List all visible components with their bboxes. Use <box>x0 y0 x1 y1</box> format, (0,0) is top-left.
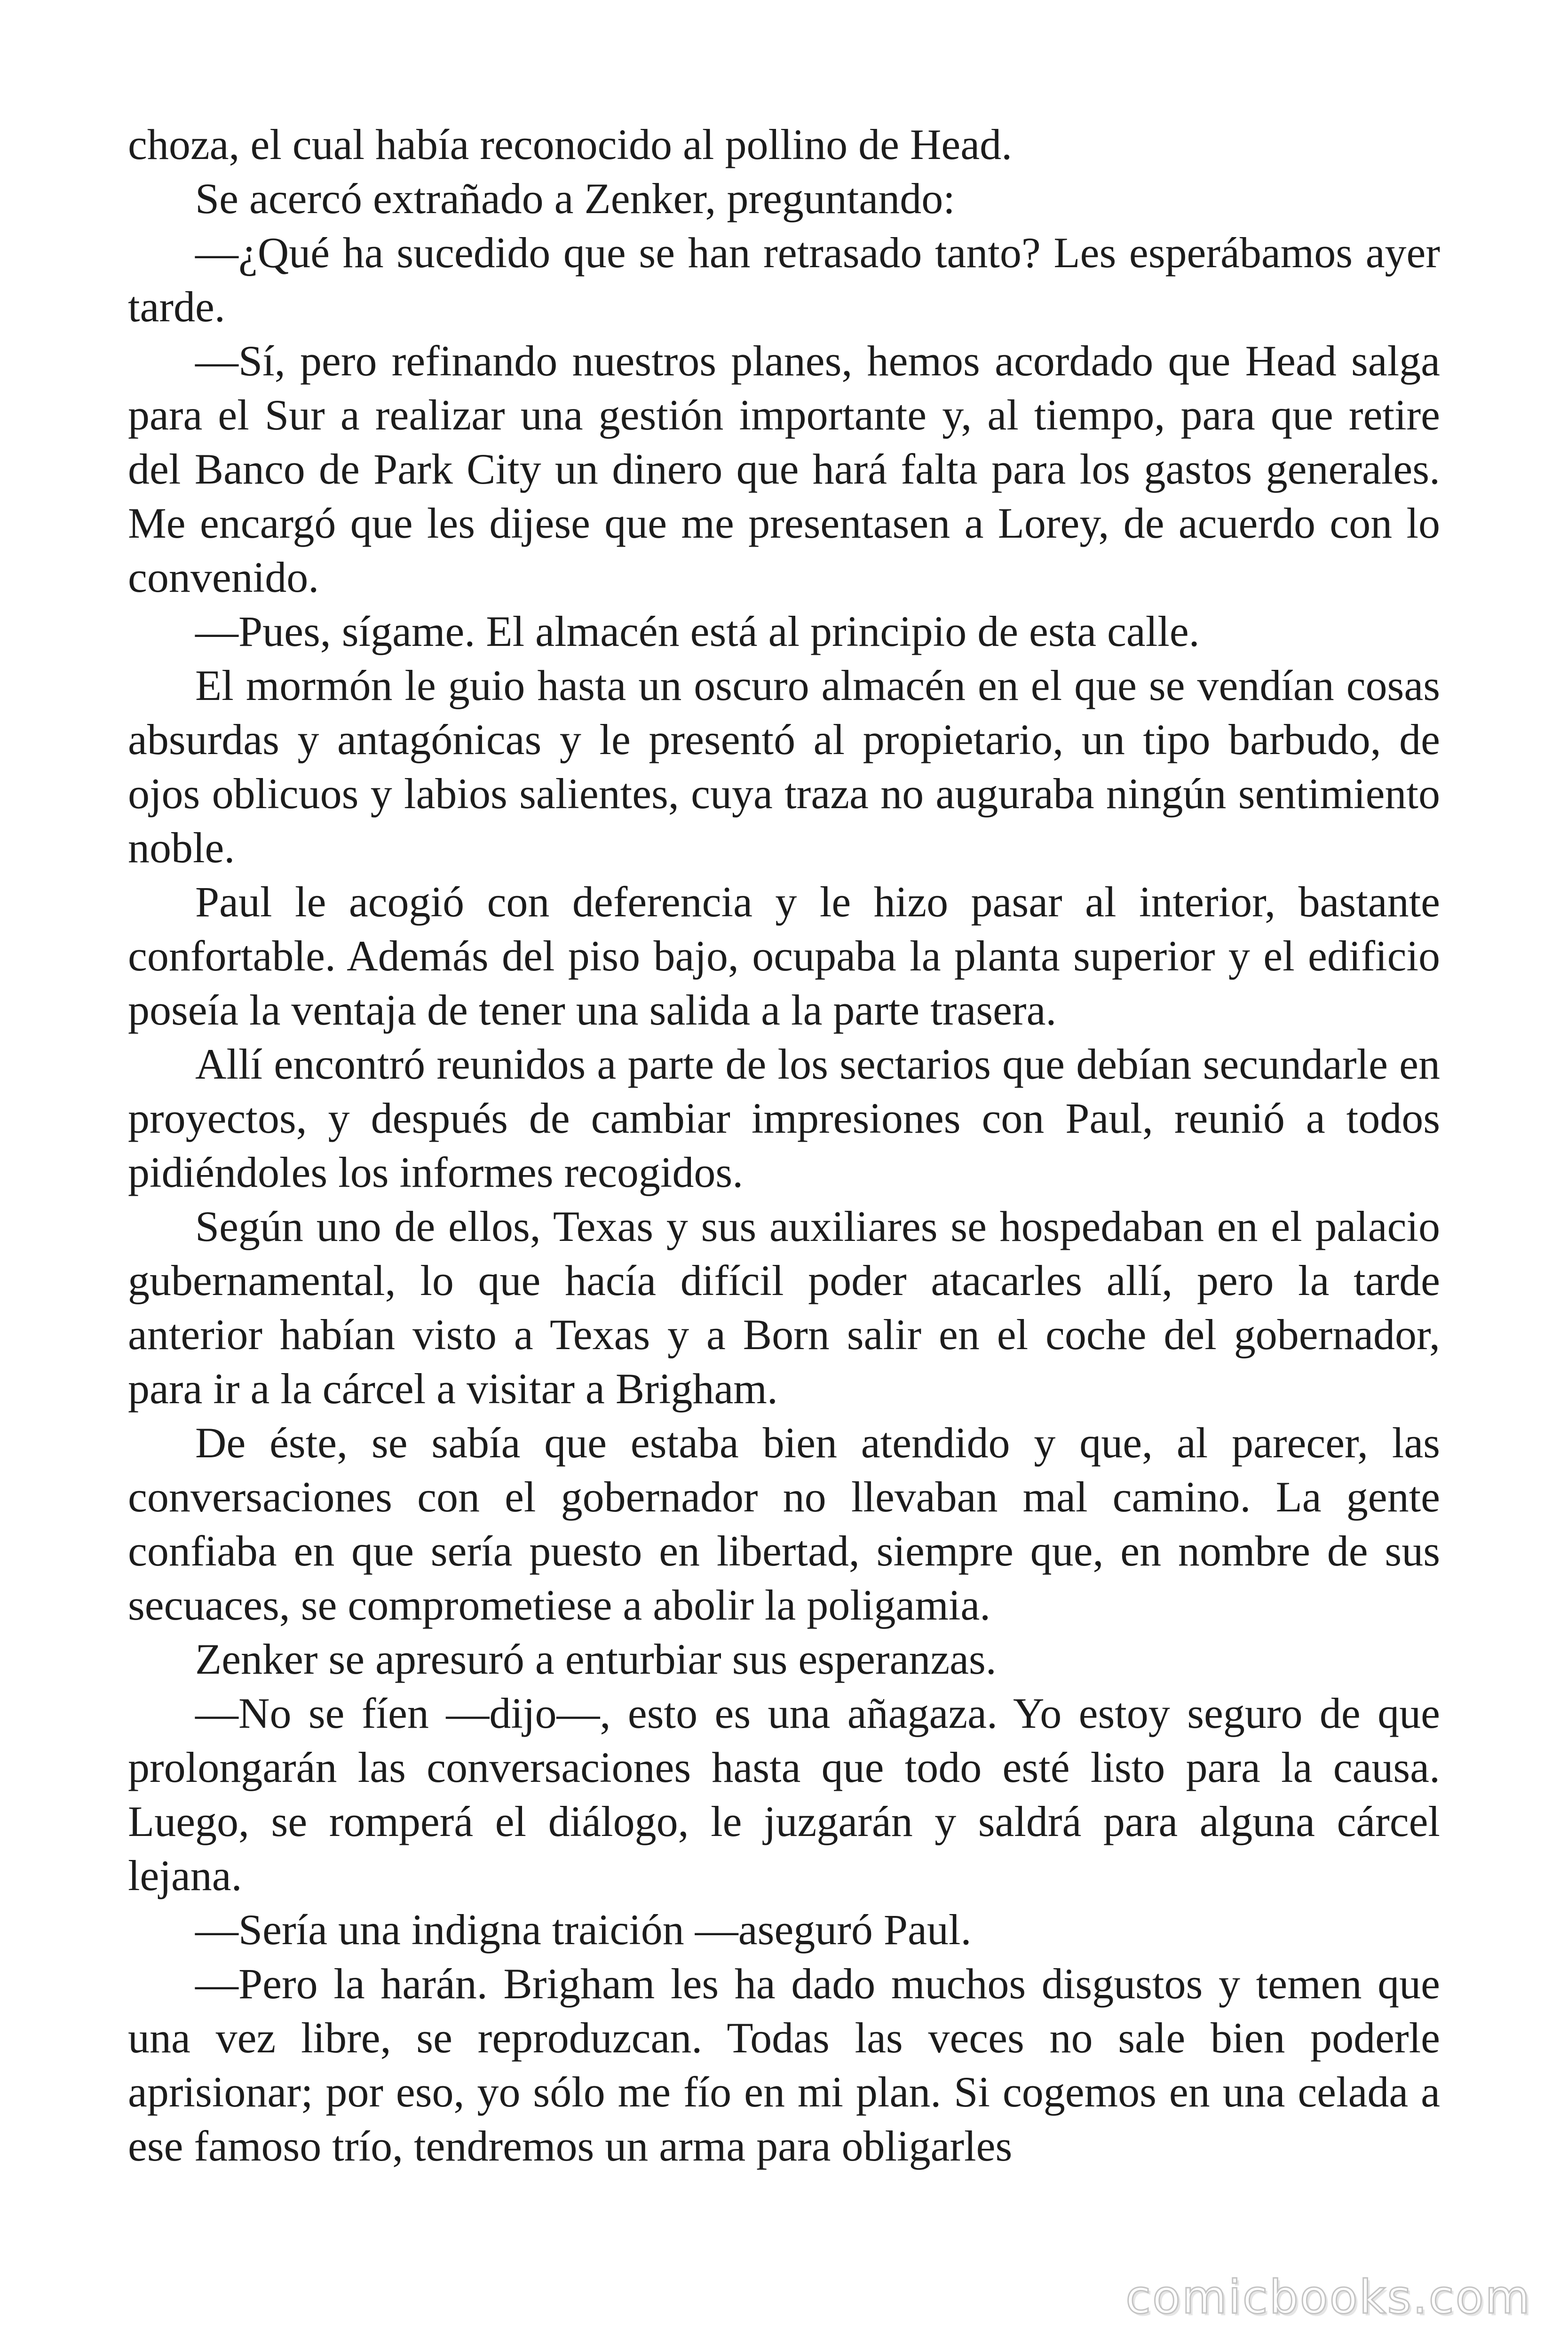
paragraph: —Sí, pero refinando nuestros planes, hemos acordado que Head salga para el Sur a realizar una gestión importante y, al tiempo, para que retire del Banco de Park City un dinero que hará falta para los gastos generales. Me encargó que les dijese que me presentasen a Lorey, de acuerdo con lo convenido. <box>128 337 1440 601</box>
paragraph: Se acercó extrañado a Zenker, preguntando: <box>195 175 955 222</box>
paragraph: —¿Qué ha sucedido que se han retrasado tanto? Les esperábamos ayer tarde. <box>128 229 1440 331</box>
paragraph: —Pues, sígame. El almacén está al principio de esta calle. <box>195 607 1200 655</box>
paragraph: —No se fíen —dijo—, esto es una añagaza. Yo estoy seguro de que prolongarán las conversaciones hasta que todo esté listo para la causa. Luego, se romperá el diálogo, le juzgarán y saldrá para alguna cárcel lejana. <box>128 1689 1440 1899</box>
site-watermark: comicbooks.com <box>1125 2271 1531 2324</box>
paragraph: —Sería una indigna traición —aseguró Paul. <box>195 1906 972 1954</box>
paragraph: —Pero la harán. Brigham les ha dado muchos disgustos y temen que una vez libre, se reproduzcan. Todas las veces no sale bien poderle aprisionar; por eso, yo sólo me fío en mi plan. Si cogemos en una celada a ese famoso trío, tendremos un arma para obligarles <box>128 1960 1440 2170</box>
paragraph: Allí encontró reunidos a parte de los sectarios que debían secundarle en proyectos, y después de cambiar impresiones con Paul, reunió a todos pidiéndoles los informes recogidos. <box>128 1040 1440 1196</box>
paragraph: Zenker se apresuró a enturbiar sus esperanzas. <box>195 1635 997 1683</box>
paragraph: El mormón le guio hasta un oscuro almacén en el que se vendían cosas absurdas y antagónicas y le presentó al propietario, un tipo barbudo, de ojos oblicuos y labios salientes, cuya traza no auguraba ningún sentimiento noble. <box>128 661 1440 872</box>
paragraph: De éste, se sabía que estaba bien atendido y que, al parecer, las conversaciones con el gobernador no llevaban mal camino. La gente confiaba en que sería puesto en libertad, siempre que, en nombre de sus secuaces, se comprometiese a abolir la poligamia. <box>128 1419 1440 1629</box>
book-page-text <box>128 118 1440 2173</box>
paragraph: Según uno de ellos, Texas y sus auxiliares se hospedaban en el palacio gubernamental, lo que hacía difícil poder atacarles allí, pero la tarde anterior habían visto a Texas y a Born salir en el coche del gobernador, para ir a la cárcel a visitar a Brigham. <box>128 1202 1440 1413</box>
paragraph: choza, el cual había reconocido al pollino de Head. <box>128 120 1013 168</box>
paragraph: Paul le acogió con deferencia y le hizo pasar al interior, bastante confortable. Además del piso bajo, ocupaba la planta superior y el edificio poseía la ventaja de tener una salida a la parte trasera. <box>128 878 1440 1034</box>
